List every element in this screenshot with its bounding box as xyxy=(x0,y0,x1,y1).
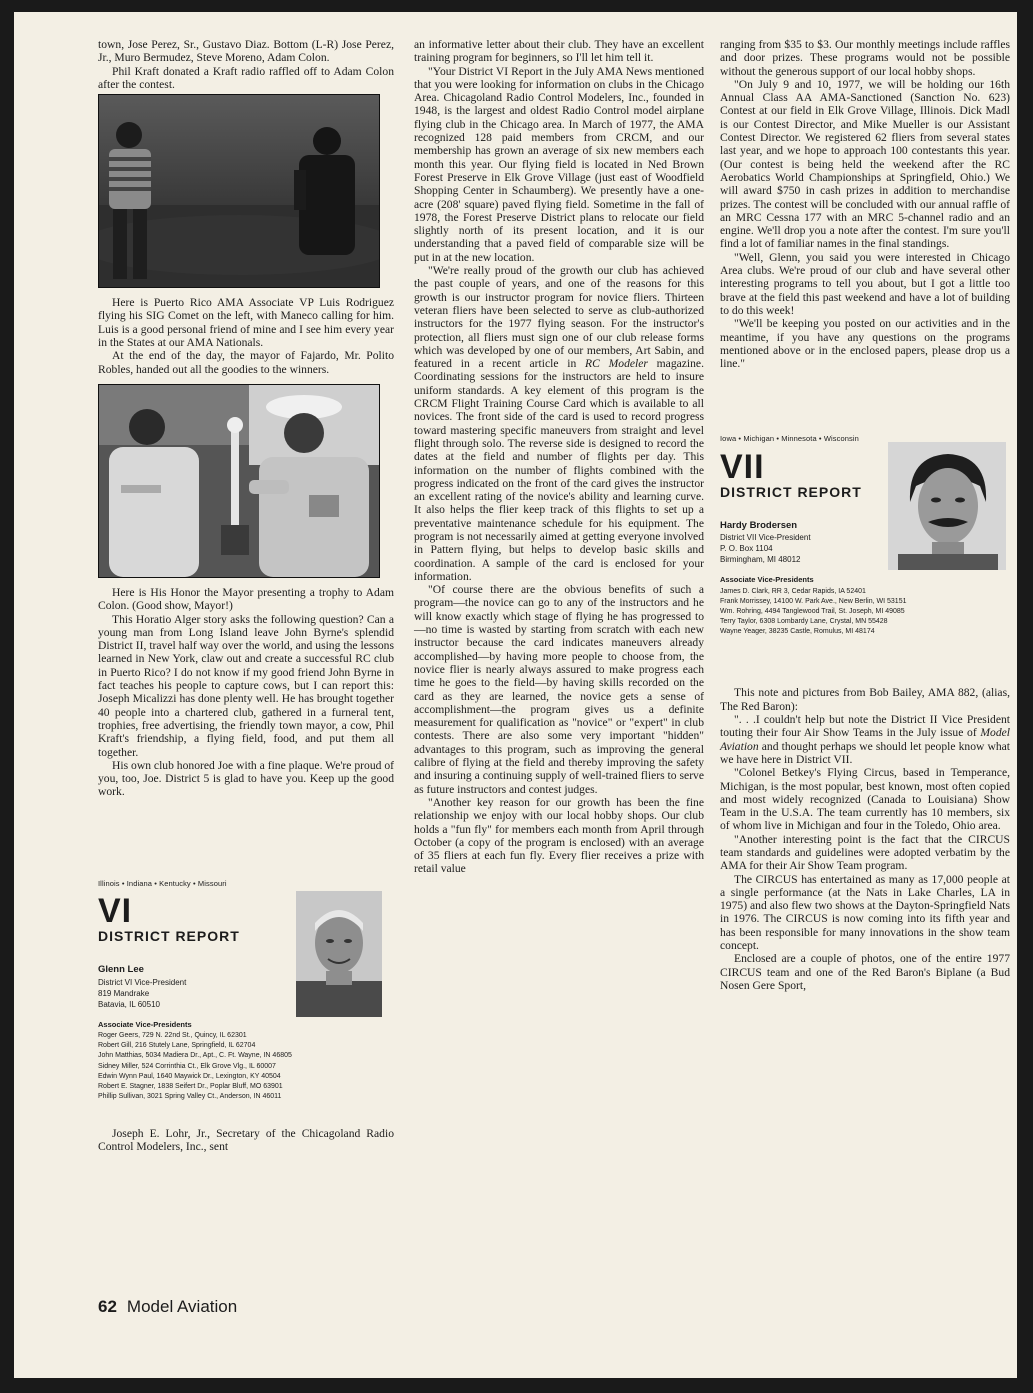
photo-mayor-trophy xyxy=(98,384,380,578)
assoc-vp-entry: Frank Morrissey, 14100 W. Park Ave., New Berlin, WI 53151 xyxy=(720,597,907,605)
text-run: and thought perhaps we should let people know what we have here in District VII. xyxy=(720,739,1011,766)
assoc-vp-entry: Edwin Wynn Paul, 1640 Maywick Dr., Lexington, KY 40504 xyxy=(98,1072,281,1080)
assoc-vp-entry: Roger Geers, 729 N. 22nd St., Quincy, IL 62301 xyxy=(98,1031,247,1039)
district-6-assoc-title: Associate Vice-Presidents xyxy=(98,1019,192,1029)
paragraph: Enclosed are a couple of photos, one of the entire 1977 CIRCUS team and one of the Red Baron's Biplane (a Bud Nosen Gere Sport, xyxy=(720,952,1010,992)
district-7-vp-title: District VII Vice-President xyxy=(720,533,811,543)
paragraph: "Another key reason for our growth has been the fine relationship we enjoy with our local hobby shops. Our club holds a "fun fly" for members each month from April through October (a copy of the program is enclosed) with an average of 35 fliers at each fun fly. Every flier receives a prize with retail value xyxy=(414,795,704,876)
district-6-vp-title: District VI Vice-President xyxy=(98,977,187,987)
paragraph: town, Jose Perez, Sr., Gustavo Diaz. Bottom (L-R) Jose Perez, Jr., Muro Bermudez, Steve Moreno, Adam Colon. xyxy=(98,38,394,65)
paragraph: At the end of the day, the mayor of Fajardo, Mr. Polito Robles, handed out all the goodies to the winners. xyxy=(98,349,394,376)
column-1 xyxy=(98,38,394,1153)
photo-caption: Here is His Honor the Mayor presenting a trophy to Adam Colon. (Good show, Mayor!) xyxy=(98,585,394,613)
district-6-label: DISTRICT REPORT xyxy=(98,928,240,945)
assoc-vp-entry: James D. Clark, RR 3, Cedar Rapids, IA 52401 xyxy=(720,587,866,595)
assoc-vp-entry: Wm. Rohring, 4494 Tanglewood Trail, St. Joseph, MI 49085 xyxy=(720,608,905,616)
paragraph: His own club honored Joe with a fine plaque. We're proud of you, too, Joe. District 5 is glad to have you. Keep up the good work. xyxy=(98,758,394,799)
paragraph: "We'll be keeping you posted on our activities and in the meantime, if you have any questions on the programs mentioned above or in the enclosed papers, please drop us a line." xyxy=(720,317,1010,371)
district-7-report-box xyxy=(720,432,1010,678)
paragraph: "Of course there are the obvious benefits of such a program—the novice can go to any of the instructors and he will know exactly which stage of flying he has progressed to—no time is wasted by starting from scratch with each new instructor because the card indicates maneuvers already accomplished—by having more people to choose from, the novice flier is nearly always assured to make progress each time he goes to the field—by having skills recorded on the card as they are learned, the novice gets a sense of accomplishment—the program gives us a definite measurement for qualification as "novice" or "expert" in club contests. There are also some very important "hidden" advantages to this program, such as improving the general calibre of flying at the field and thereby improving the safety and insuring a continuing supply of well-trained fliers to serve as future instructors and contest judges. xyxy=(414,583,704,796)
text-run: ". . .I couldn't help but note the District II Vice President touting their four Air Show Teams in the July issue of xyxy=(720,713,1010,740)
paragraph: "Your District VI Report in the July AMA News mentioned that you were looking for information on clubs in the Chicago Area. Chicagoland Radio Control Modelers, Inc., founded in 1948, is the largest and oldest Radio Control model airplane flying club in the Chicago area. In March of 1977, the AMA recognized 128 paid members from CRCM, and our membership has grown an average of six new members each month this year. Our flying field is located in Ned Brown Forest Preserve in Elk Grove Village (just east of Woodfield Shopping Center in Schaumberg). We presently have a one-acre (208' square) paved flying field. Sometime in the fall of 1978, the Forest Preserve District plans to relocate our field slightly north of its present location, and it is our understanding that a paved field of comparable size will be put in at the new location. xyxy=(414,64,704,264)
district-6-vp-portrait-image xyxy=(296,891,382,1017)
text-run: magazine. Coordinating sessions for the instructors are held to insure uniform standards. A key element of this program is the CRCM Flight Training Course Card which is available to all novices. The front side of the card is used to record progress toward mastering specific maneuvers from straight and level flight through solo. The reverse side is designed to record the dates at the field and number of flights per day. This information on the number of flights combined with the progress indicated on the front of the card gives the instructor an excellent rating of the novice's ability and learning curve. It also helps the flier keep track of this flights to set up a preventative maintenance schedule for his equipment. The program is not necessarily aimed at getting everyone involved in Pattern flying, but helps to develop basic skills and coordination. A sample of the card is enclosed for your information. xyxy=(414,357,704,583)
district-6-report-box xyxy=(98,877,394,1117)
district-7-vp-address: P. O. Box 1104 xyxy=(720,544,773,554)
paragraph xyxy=(720,713,1010,766)
paragraph: The CIRCUS has entertained as many as 17,000 people at a single performance (at the Nats in Lake Charles, LA in 1975) and also flew two shows at the Dayton-Springfield Nats in 1976. The CIRCUS is now coming into its fifth year and has been responsible for many innovations in the show team concept. xyxy=(720,872,1010,953)
paragraph: "Another interesting point is the fact that the CIRCUS team standards and guidelines were adopted verbatim by the AMA for their Air Show Team program. xyxy=(720,832,1010,873)
photo-caption: Here is Puerto Rico AMA Associate VP Luis Rodriguez flying his SIG Comet on the left, with Maneco calling for him. Luis is a good personal friend of mine and I see him every year in the States at our AMA Nationals. xyxy=(98,296,394,350)
assoc-vp-entry: Robert Gill, 216 Stutely Lane, Springfield, IL 62704 xyxy=(98,1042,256,1050)
paragraph: Joseph E. Lohr, Jr., Secretary of the Chicagoland Radio Control Modelers, Inc., sent xyxy=(98,1126,394,1154)
district-6-vp-city: Batavia, IL 60510 xyxy=(98,999,160,1009)
column-2 xyxy=(414,38,704,876)
district-7-vp-city: Birmingham, MI 48012 xyxy=(720,555,801,565)
district-6-states: Illinois • Indiana • Kentucky • Missouri xyxy=(98,878,227,888)
district-6-vp-name: Glenn Lee xyxy=(98,964,144,976)
district-7-number: VII xyxy=(720,447,765,486)
photo-mayor-trophy-image xyxy=(99,385,379,577)
district-7-assoc-title: Associate Vice-Presidents xyxy=(720,575,814,585)
district-7-vp-name: Hardy Brodersen xyxy=(720,520,798,532)
paragraph: "On July 9 and 10, 1977, we will be holding our 16th Annual Class AA AMA-Sanctioned (Sanction No. 623) Contest at our field in Elk Grove Village, Illinois. Dick Madl is our Contest Director, and Mike Mueller is our Assistant Contest Director. We registered 62 fliers from several states last year, and we hope to approach 100 contestants this year. (Our contest is being held the weekend after the RC Aerobatics World Championships at Springfield, Ohio.) We will award $750 in cash prizes in addition to merchandise prizes. The contest will be concluded with our annual raffle of an MRC Cessna 177 with an MRC 5-channel radio and an engine. We'll drop you a note after the contest. I'm sure you'll find a lot of familiar names in the final standings. xyxy=(720,77,1010,251)
paragraph: "Well, Glenn, you said you were interested in Chicago Area clubs. We're proud of our club and have several other interesting programs to tell you about, but I got a little too brave at the field this past weekend and have a lot of building to do this week! xyxy=(720,250,1010,317)
magazine-page xyxy=(14,12,1017,1378)
assoc-vp-entry: Phillip Sullivan, 3021 Spring Valley Ct., Anderson, IN 46011 xyxy=(98,1093,282,1101)
paragraph: "Colonel Betkey's Flying Circus, based in Temperance, Michigan, is the most popular, best known, most often copied and most widely recognized (Canada to Louisiana) Show Team in the U.S.A. The team currently has 10 members, six of whom live in Michigan and four in the Toledo, Ohio area. xyxy=(720,766,1010,833)
district-7-vp-portrait xyxy=(888,442,1006,570)
magazine-name: Model Aviation xyxy=(126,1297,238,1316)
assoc-vp-entry: John Matthias, 5034 Madiera Dr., Apt., C. Ft. Wayne, IN 46805 xyxy=(98,1052,292,1060)
magazine-title: RC Modeler xyxy=(585,357,648,371)
district-7-vp-portrait-image xyxy=(888,442,1006,570)
column-3 xyxy=(720,38,1010,992)
paragraph: This note and pictures from Bob Bailey, AMA 882, (alias, The Red Baron): xyxy=(720,686,1010,713)
assoc-vp-entry: Robert E. Stagner, 1838 Seifert Dr., Poplar Bluff, MO 63901 xyxy=(98,1082,283,1090)
page-footer xyxy=(98,1297,237,1317)
magazine-title: Model Aviation xyxy=(720,726,1010,753)
district-6-vp-portrait xyxy=(296,891,382,1017)
paragraph: an informative letter about their club. They have an excellent training program for beginners, so I'll let him tell it. xyxy=(414,38,704,65)
paragraph: ranging from $35 to $3. Our monthly meetings include raffles and door prizes. These programs would not be possible without the generous support of our local hobby shops. xyxy=(720,38,1010,78)
assoc-vp-entry: Terry Taylor, 6308 Lombardy Lane, Crystal, MN 55428 xyxy=(720,618,888,626)
paragraph: Phil Kraft donated a Kraft radio raffled off to Adam Colon after the contest. xyxy=(98,64,394,91)
paragraph xyxy=(414,264,704,583)
page-number: 62 xyxy=(98,1297,117,1316)
district-7-label: DISTRICT REPORT xyxy=(720,483,862,500)
assoc-vp-entry: Sidney Miller, 524 Corrinthia Ct., Elk Grove Vlg., IL 60007 xyxy=(98,1062,276,1070)
photo-flying-field-image xyxy=(99,95,379,287)
district-7-states: Iowa • Michigan • Minnesota • Wisconsin xyxy=(720,434,859,444)
text-run: "We're really proud of the growth our club has achieved the past couple of years, and one of the reasons for this growth is our instructor program for novice fliers. Thirteen veteran fliers have been selected to serve as club-authorized instructors for the 1977 flying season. For the instructor's protection, all fliers must sign one of our club release forms which was developed by one of our members, Art Sabin, and featured in a recent article in xyxy=(414,264,704,371)
paragraph: This Horatio Alger story asks the following question? Can a young man from Long Island leave John Byrne's splendid District II, travel half way over the world, and using the lessons learned in New York, claw out and create a successful RC club in Puerto Rico? I do not know if my good friend John Byrne in fact teaches his people to capture cows, but I can report this: Joseph Micalizzi has done plenty well. He has brought together 40 people into a chartered club, gathered in a furneral tent, trophies, free advertising, the friendly town mayor, a cow, Phil Kraft's friendship, a flying field, food, and put them all together. xyxy=(98,612,394,759)
district-6-vp-address: 819 Mandrake xyxy=(98,988,150,998)
district-6-number: VI xyxy=(98,892,133,931)
photo-flying-field xyxy=(98,94,380,288)
assoc-vp-entry: Wayne Yeager, 38235 Castle, Romulus, MI 48174 xyxy=(720,628,875,636)
